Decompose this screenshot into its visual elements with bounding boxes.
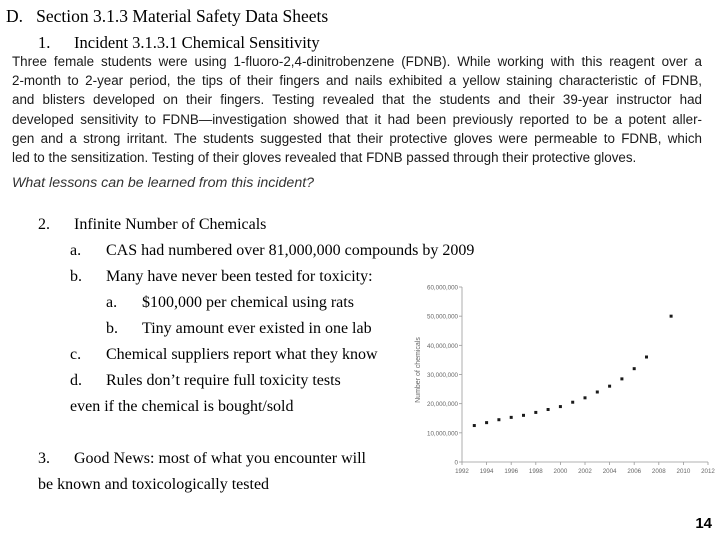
paragraph-line: 2-month to 2-year period, the tips of their fingers and nails exhibited a yellow staining characteristic of FDNB,: [12, 73, 702, 89]
chart-y-ticks: [427, 285, 462, 467]
chart-data-point: [608, 385, 611, 388]
list-item-d: [70, 372, 341, 390]
chart-x-tick-label: 2012: [701, 468, 715, 475]
good-news-line-2: be known and toxicologically tested: [38, 476, 270, 493]
item-label: c.: [70, 346, 82, 363]
chart-y-tick-label: 10,000,000: [427, 430, 458, 438]
item-text: Chemical suppliers report what they know: [106, 346, 378, 363]
chart-x-tick-label: 2004: [602, 468, 617, 475]
chart-data-point: [645, 356, 648, 359]
discussion-question: What lessons can be learned from this incident?: [12, 175, 315, 191]
list-item-a: [70, 242, 474, 260]
item-text: Many have never been tested for toxicity:: [106, 268, 373, 285]
good-news-number: 3.: [38, 450, 50, 467]
chart-y-tick-label: 20,000,000: [427, 401, 458, 409]
chart-data-point: [596, 391, 599, 394]
chart-x-tick-label: 1994: [479, 468, 494, 475]
chart-x-tick-label: 2008: [651, 468, 666, 475]
paragraph-line: led to the sensitization. Testing of their gloves revealed that FDNB passed through their protective gloves.: [12, 150, 637, 166]
section-letter: D.: [6, 6, 24, 26]
chart-x-tick-label: 1998: [528, 468, 543, 475]
infinite-heading: [38, 216, 266, 234]
chart-data-point: [633, 367, 636, 370]
chart-y-tick-label: 50,000,000: [427, 313, 458, 321]
paragraph-line: developed sensitivity to FDNB—investigation showed that it had been previously reported to be a potent aller-: [12, 111, 702, 127]
chart-y-tick-label: 30,000,000: [427, 372, 458, 379]
item-text: $100,000 per chemical using rats: [142, 294, 354, 311]
item-label: d.: [70, 372, 82, 389]
good-news-line-1: Good News: most of what you encounter will: [74, 450, 366, 467]
item-text: CAS had numbered over 81,000,000 compounds by 2009: [106, 242, 475, 259]
chart-data-point: [510, 416, 513, 419]
chart-data-point: [547, 408, 550, 411]
item-label: b.: [70, 268, 82, 285]
chart-data-point: [584, 396, 587, 399]
chart-points: [473, 315, 673, 427]
chart-x-tick-label: 2006: [627, 468, 642, 475]
chart-data-point: [485, 421, 488, 424]
item-label: a.: [106, 294, 118, 311]
chart-data-point: [620, 377, 623, 380]
chart-y-tick-label: 60,000,000: [427, 284, 458, 292]
infinite-number: 2.: [38, 216, 50, 233]
chart-data-point: [522, 414, 525, 417]
page-number: 14: [695, 515, 712, 532]
chart-x-ticks: [454, 459, 715, 475]
chart-y-tick-label: 0: [454, 459, 458, 467]
item-label: a.: [70, 242, 82, 259]
paragraph-line: and blisters developed on their fingers. Testing revealed that the students and their 39-year instructor had: [12, 92, 702, 108]
chart-x-tick-label: 1992: [455, 468, 469, 475]
paragraph-line: Three female students were using 1-fluoro-2,4-dinitrobenzene (FDNB). While working with this reagent over a: [12, 54, 702, 69]
section-title: Section 3.1.3 Material Safety Data Sheets: [36, 6, 329, 26]
item-label: b.: [106, 320, 118, 337]
incident-title: Incident 3.1.3.1 Chemical Sensitivity: [74, 33, 320, 52]
good-news-heading: [38, 450, 366, 468]
chart-y-tick-label: 40,000,000: [427, 342, 458, 350]
chemicals-growth-chart: [412, 272, 718, 482]
item-text: Tiny amount ever existed in one lab: [142, 320, 372, 337]
chart-data-point: [670, 315, 673, 318]
chart-y-axis-label: Number of chemicals: [415, 337, 422, 403]
chart-data-point: [559, 405, 562, 408]
chart-x-tick-label: 1996: [504, 468, 519, 475]
chart-axes: [462, 287, 708, 462]
incident-heading: [38, 33, 320, 53]
chart-x-tick-label: 2002: [578, 468, 592, 475]
incident-number: 1.: [38, 33, 51, 52]
chart-data-point: [571, 401, 574, 404]
chart-data-point: [534, 411, 537, 414]
section-heading: [6, 6, 328, 27]
list-item-c: [70, 346, 378, 364]
paragraph-line: gen and a strong irritant. The students suggested that their protective gloves were permeable to FDNB, which: [12, 130, 702, 146]
item-text: Rules don’t require full toxicity tests: [106, 372, 341, 389]
chart-x-tick-label: 2010: [676, 468, 691, 475]
incident-paragraph: [12, 52, 702, 167]
list-item-b-a: [106, 294, 354, 312]
infinite-title: Infinite Number of Chemicals: [74, 216, 267, 233]
list-item-b: [70, 268, 373, 286]
chart-x-tick-label: 2000: [553, 468, 568, 475]
chart-data-point: [473, 424, 476, 427]
chart-data-point: [497, 418, 500, 421]
list-item-b-b: [106, 320, 372, 338]
list-item-d-continuation: even if the chemical is bought/sold: [70, 398, 294, 415]
